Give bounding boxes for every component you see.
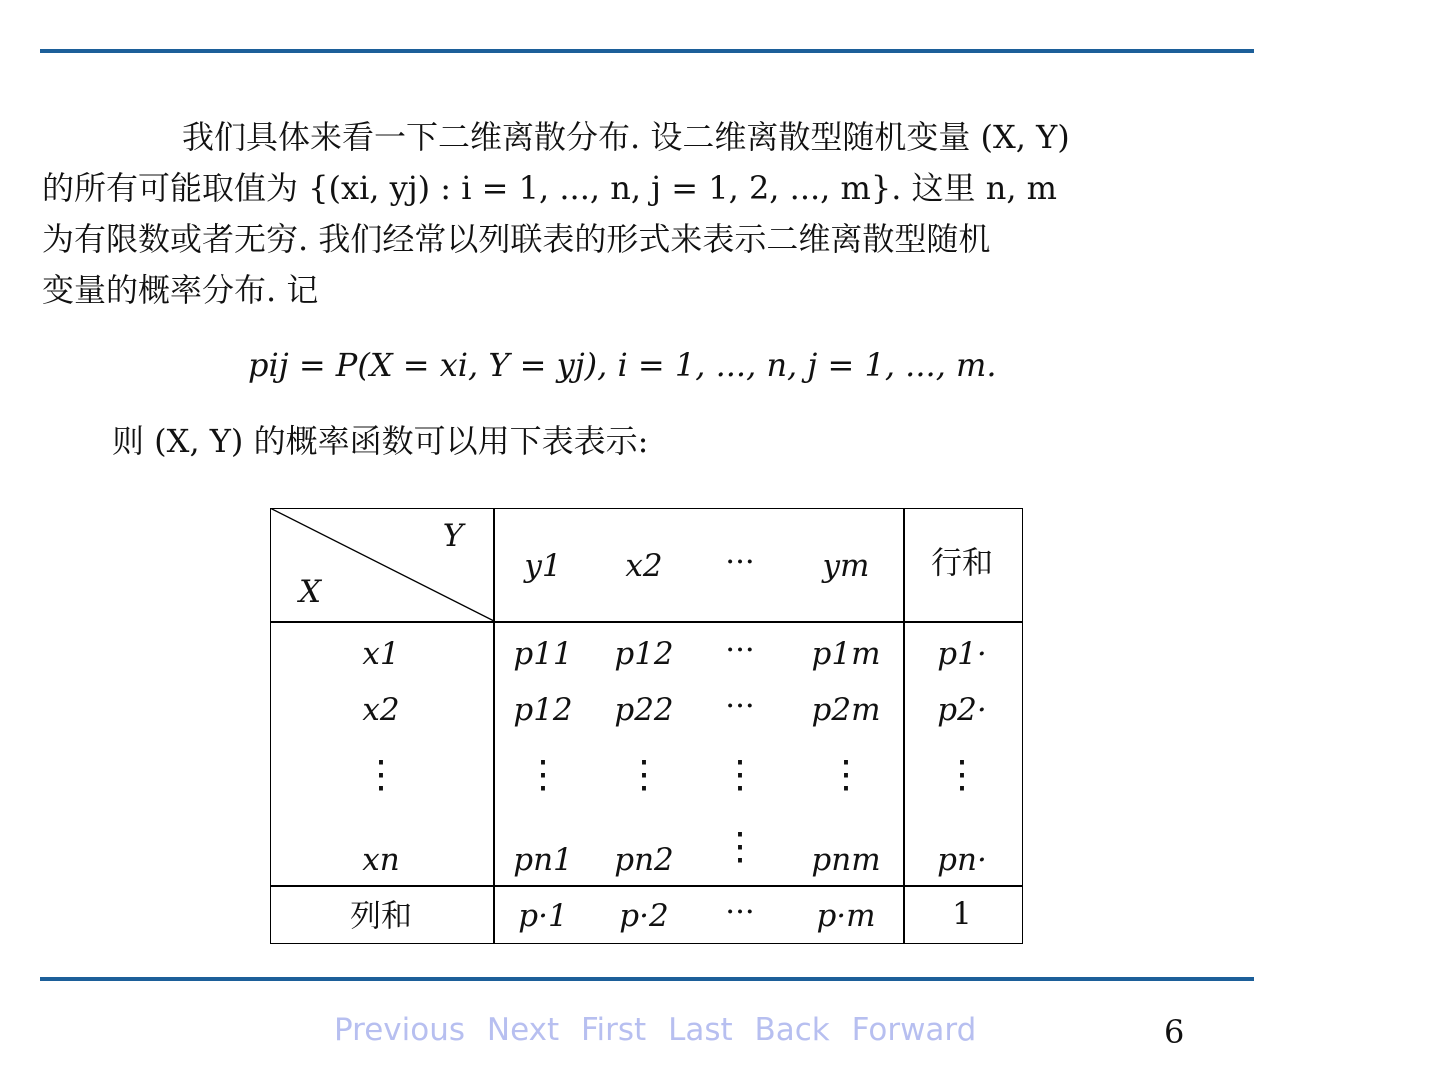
page-number: 6 (1164, 1013, 1185, 1051)
column-sum-label: 列和 (350, 898, 412, 935)
table-cell: ··· (725, 688, 755, 724)
table-cell: ··· (725, 632, 755, 668)
table-footer-divider (270, 885, 1023, 887)
table-cell: p2· (937, 692, 987, 728)
table-cell: pn1 (513, 842, 573, 878)
table-cell: pn2 (614, 842, 674, 878)
paragraph-line-3: 为有限数或者无穷. 我们经常以列联表的形式来表示二维离散型随机 (42, 220, 991, 258)
paragraph-line-2: 的所有可能取值为 {(xi, yj) : i = 1, ..., n, j = 1, 2, ..., m}. 这里 n, m (42, 169, 1058, 207)
table-cell: ⋮ (524, 752, 562, 796)
table-divider-right (903, 508, 905, 944)
row-label: ⋮ (362, 752, 400, 796)
table-cell: pn· (937, 842, 987, 878)
table-cell: p·1 (518, 898, 568, 934)
table-cell: p·m (816, 898, 876, 934)
table-cell: p2m (811, 692, 881, 728)
col-header: y1 (524, 548, 562, 584)
col-header: ym (822, 548, 870, 584)
nav-next-link[interactable]: Next (486, 1012, 560, 1048)
table-cell: ⋮ (827, 752, 865, 796)
table-cell: ⋮ (943, 752, 981, 796)
paragraph-line-4: 变量的概率分布. 记 (42, 271, 319, 309)
col-header: x2 (625, 548, 663, 584)
table-cell: p12 (614, 636, 674, 672)
bottom-rule (40, 977, 1254, 981)
nav-first-link[interactable]: First (580, 1012, 647, 1048)
table-cell: p12 (513, 692, 573, 728)
table-cell: ⋮ (721, 824, 759, 868)
nav-previous-link[interactable]: Previous (334, 1012, 466, 1048)
slide-navigation (334, 1012, 988, 1048)
paragraph-line-1: 我们具体来看一下二维离散分布. 设二维离散型随机变量 (X, Y) (182, 118, 1070, 156)
nav-last-link[interactable]: Last (668, 1012, 733, 1048)
table-cell: ⋮ (721, 752, 759, 796)
table-cell: ⋮ (625, 752, 663, 796)
row-label: x1 (362, 636, 400, 672)
display-formula: pij = P(X = xi, Y = yj), i = 1, ..., n, j = 1, ..., m. (248, 346, 997, 384)
table-cell: ··· (725, 894, 755, 930)
corner-y-label: Y (442, 518, 464, 554)
top-rule (40, 49, 1254, 53)
table-intro: 则 (X, Y) 的概率函数可以用下表表示: (112, 422, 649, 460)
table-cell: p·2 (619, 898, 669, 934)
table-cell: p22 (614, 692, 674, 728)
table-cell: p11 (513, 636, 573, 672)
row-label: xn (362, 842, 400, 878)
table-cell: pnm (811, 842, 881, 878)
row-label: x2 (362, 692, 400, 728)
table-cell-total: 1 (952, 896, 972, 932)
nav-forward-link[interactable]: Forward (851, 1012, 977, 1048)
table-cell: p1· (937, 636, 987, 672)
corner-x-label: X (298, 574, 322, 610)
nav-back-link[interactable]: Back (754, 1012, 830, 1048)
body-paragraph (42, 112, 1184, 316)
col-header-row-sum: 行和 (931, 545, 993, 582)
col-header: ··· (725, 544, 755, 580)
table-cell: p1m (811, 636, 881, 672)
contingency-table (270, 508, 1023, 944)
